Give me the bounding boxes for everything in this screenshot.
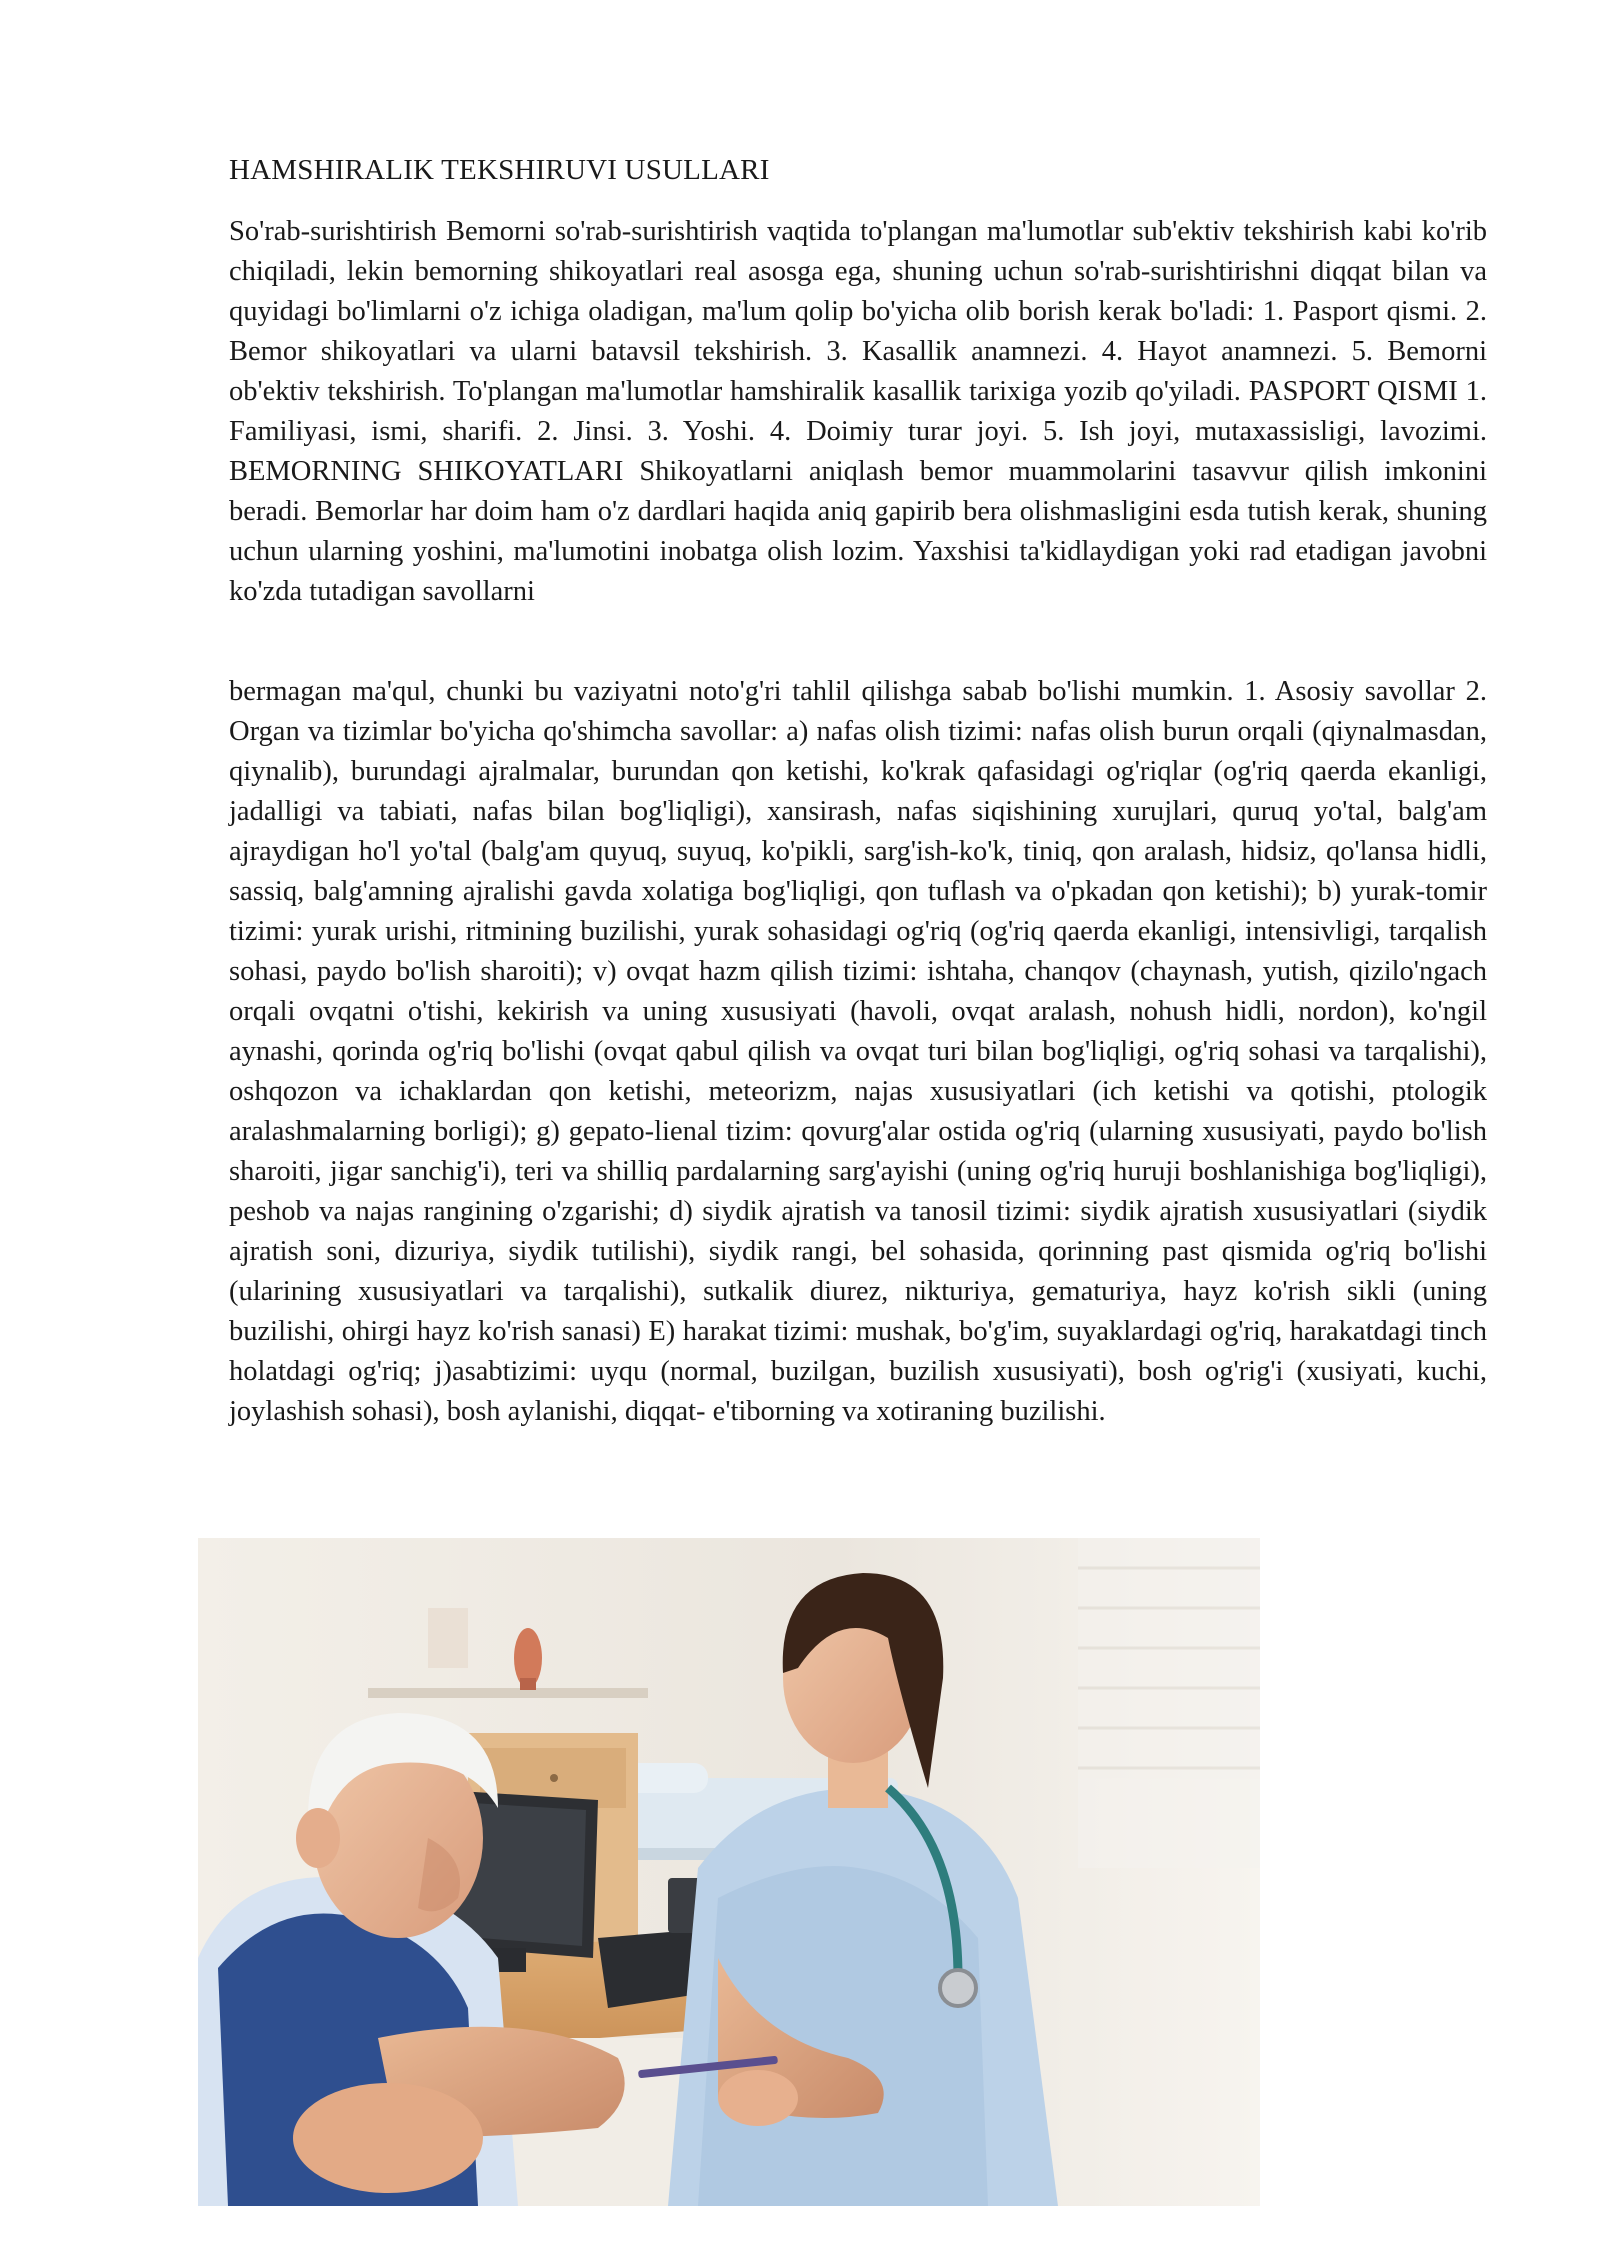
wall-shelf xyxy=(368,1688,648,1698)
paragraph-1: So'rab-surishtirish Bemorni so'rab-surishtirish vaqtida to'plangan ma'lumotlar sub'ektiv tekshirish kabi ko'rib chiqiladi, lekin bemorning shikoyatlari real asosga ega, shuning uchun so'rab-surishtirishni diqqat bilan va quyidagi bo'limlarni o'z ichiga oladigan, ma'lum qolip bo'yicha olib borish kerak bo'ladi: 1. Pasport qismi. 2. Bemor shikoyatlari va ularni batavsil tekshirish. 3. Kasallik anamnezi. 4. Hayot anamnezi. 5. Bemorni ob'ektiv tekshirish. To'plangan ma'lumotlar hamshiralik kasallik tarixiga yozib qo'yiladi. PASPORT QISMI 1. Familiyasi, ismi, sharifi. 2. Jinsi. 3. Yoshi. 4. Doimiy turar joyi. 5. Ish joyi, mutaxassisligi, lavozimi. BEMORNING SHIKOYATLARI Shikoyatlarni aniqlash bemor muammolarini tasavvur qilish imkonini beradi. Bemorlar har doim ham o'z dardlari haqida aniq gapirib bera olishmasligini esda tutish kerak, shuning uchun ularning yoshini, ma'lumotini inobatga olish lozim. Yaxshisi ta'kidlaydigan yoki rad etadigan javobni ko'zda tutadigan savollarni xyxy=(229,216,1487,607)
wall-poster xyxy=(428,1608,468,1668)
nurse-patient-photo xyxy=(198,1538,1260,2206)
window-blinds xyxy=(1078,1538,1260,1868)
document-title: HAMSHIRALIK TEKSHIRUVI USULLARI xyxy=(229,154,770,186)
paragraph-2: bermagan ma'qul, chunki bu vaziyatni noto'g'ri tahlil qilishga sabab bo'lishi mumkin. 1. Asosiy savollar 2. Organ va tizimlar bo'yicha qo'shimcha savollar: a) nafas olish tizimi: nafas olish burun orqali (qiynalmasdan, qiynalib), burundagi ajralmalar, burundan qon ketishi, ko'krak qafasidagi og'riqlar (og'riq qaerda ekanligi, jadalligi va tabiati, nafas bilan bog'liqligi), xansirash, nafas siqishining xurujlari, quruq yo'tal, balg'am ajraydigan ho'l yo'tal (balg'am quyuq, suyuq, ko'pikli, sarg'ish-ko'k, tiniq, qon aralash, hidsiz, qo'lansa hidli, sassiq, balg'amning ajralishi gavda xolatiga bog'liqligi, qon tuflash va o'pkadan qon ketishi); b) yurak-tomir tizimi: yurak urishi, ritmining buzilishi, yurak sohasidagi og'riq (og'riq qaerda ekanligi, intensivligi, tarqalish sohasi, paydo bo'lish sharoiti); v) ovqat hazm qilish tizimi: ishtaha, chanqov (chaynash, yutish, qizilo'ngach orqali ovqatni o'tishi, kekirish va uning xususiyati (havoli, ovqat aralash, nohush hidli, nordon), ko'ngil aynashi, qorinda og'riq bo'lishi (ovqat qabul qilish va ovqat turi bilan bog'liqligi, og'riq sohasi va tarqalishi), oshqozon va ichaklardan qon ketishi, meteorizm, najas xususiyatlari (ich ketishi va qotishi, ptologik aralashmalarning borligi); g) gepato-lienal tizim: qovurg'alar ostida og'riq (ularning xususiyati, paydo bo'lish sharoiti, jigar sanchig'i), teri va shilliq pardalarning sarg'ayishi (uning og'riq huruji boshlanishiga bog'liqligi), peshob va najas rangining o'zgarishi; d) siydik ajratish va tanosil tizimi: siydik ajratish xususiyatlari (siydik ajratish soni, dizuriya, siydik tutilishi), siydik rangi, bel sohasida, qorinning past qismida og'riq bo'lishi (ularining xususiyatlari va tarqalishi), sutkalik diurez, nikturiya, gematuriya, hayz ko'rish sikli (uning buzilishi, ohirgi hayz ko'rish sanasi) E) harakat tizimi: mushak, bo'g'im, suyaklardagi og'riq, harakatdagi tinch holatdagi og'riq; j)asabtizimi: uyqu (normal, buzilgan, buzilish xususiyati), bosh og'rig'i (xusiyati, kuchi, joylashish sohasi), bosh aylanishi, diqqat- e'tiborning va xotiraning buzilishi. xyxy=(229,676,1487,1427)
